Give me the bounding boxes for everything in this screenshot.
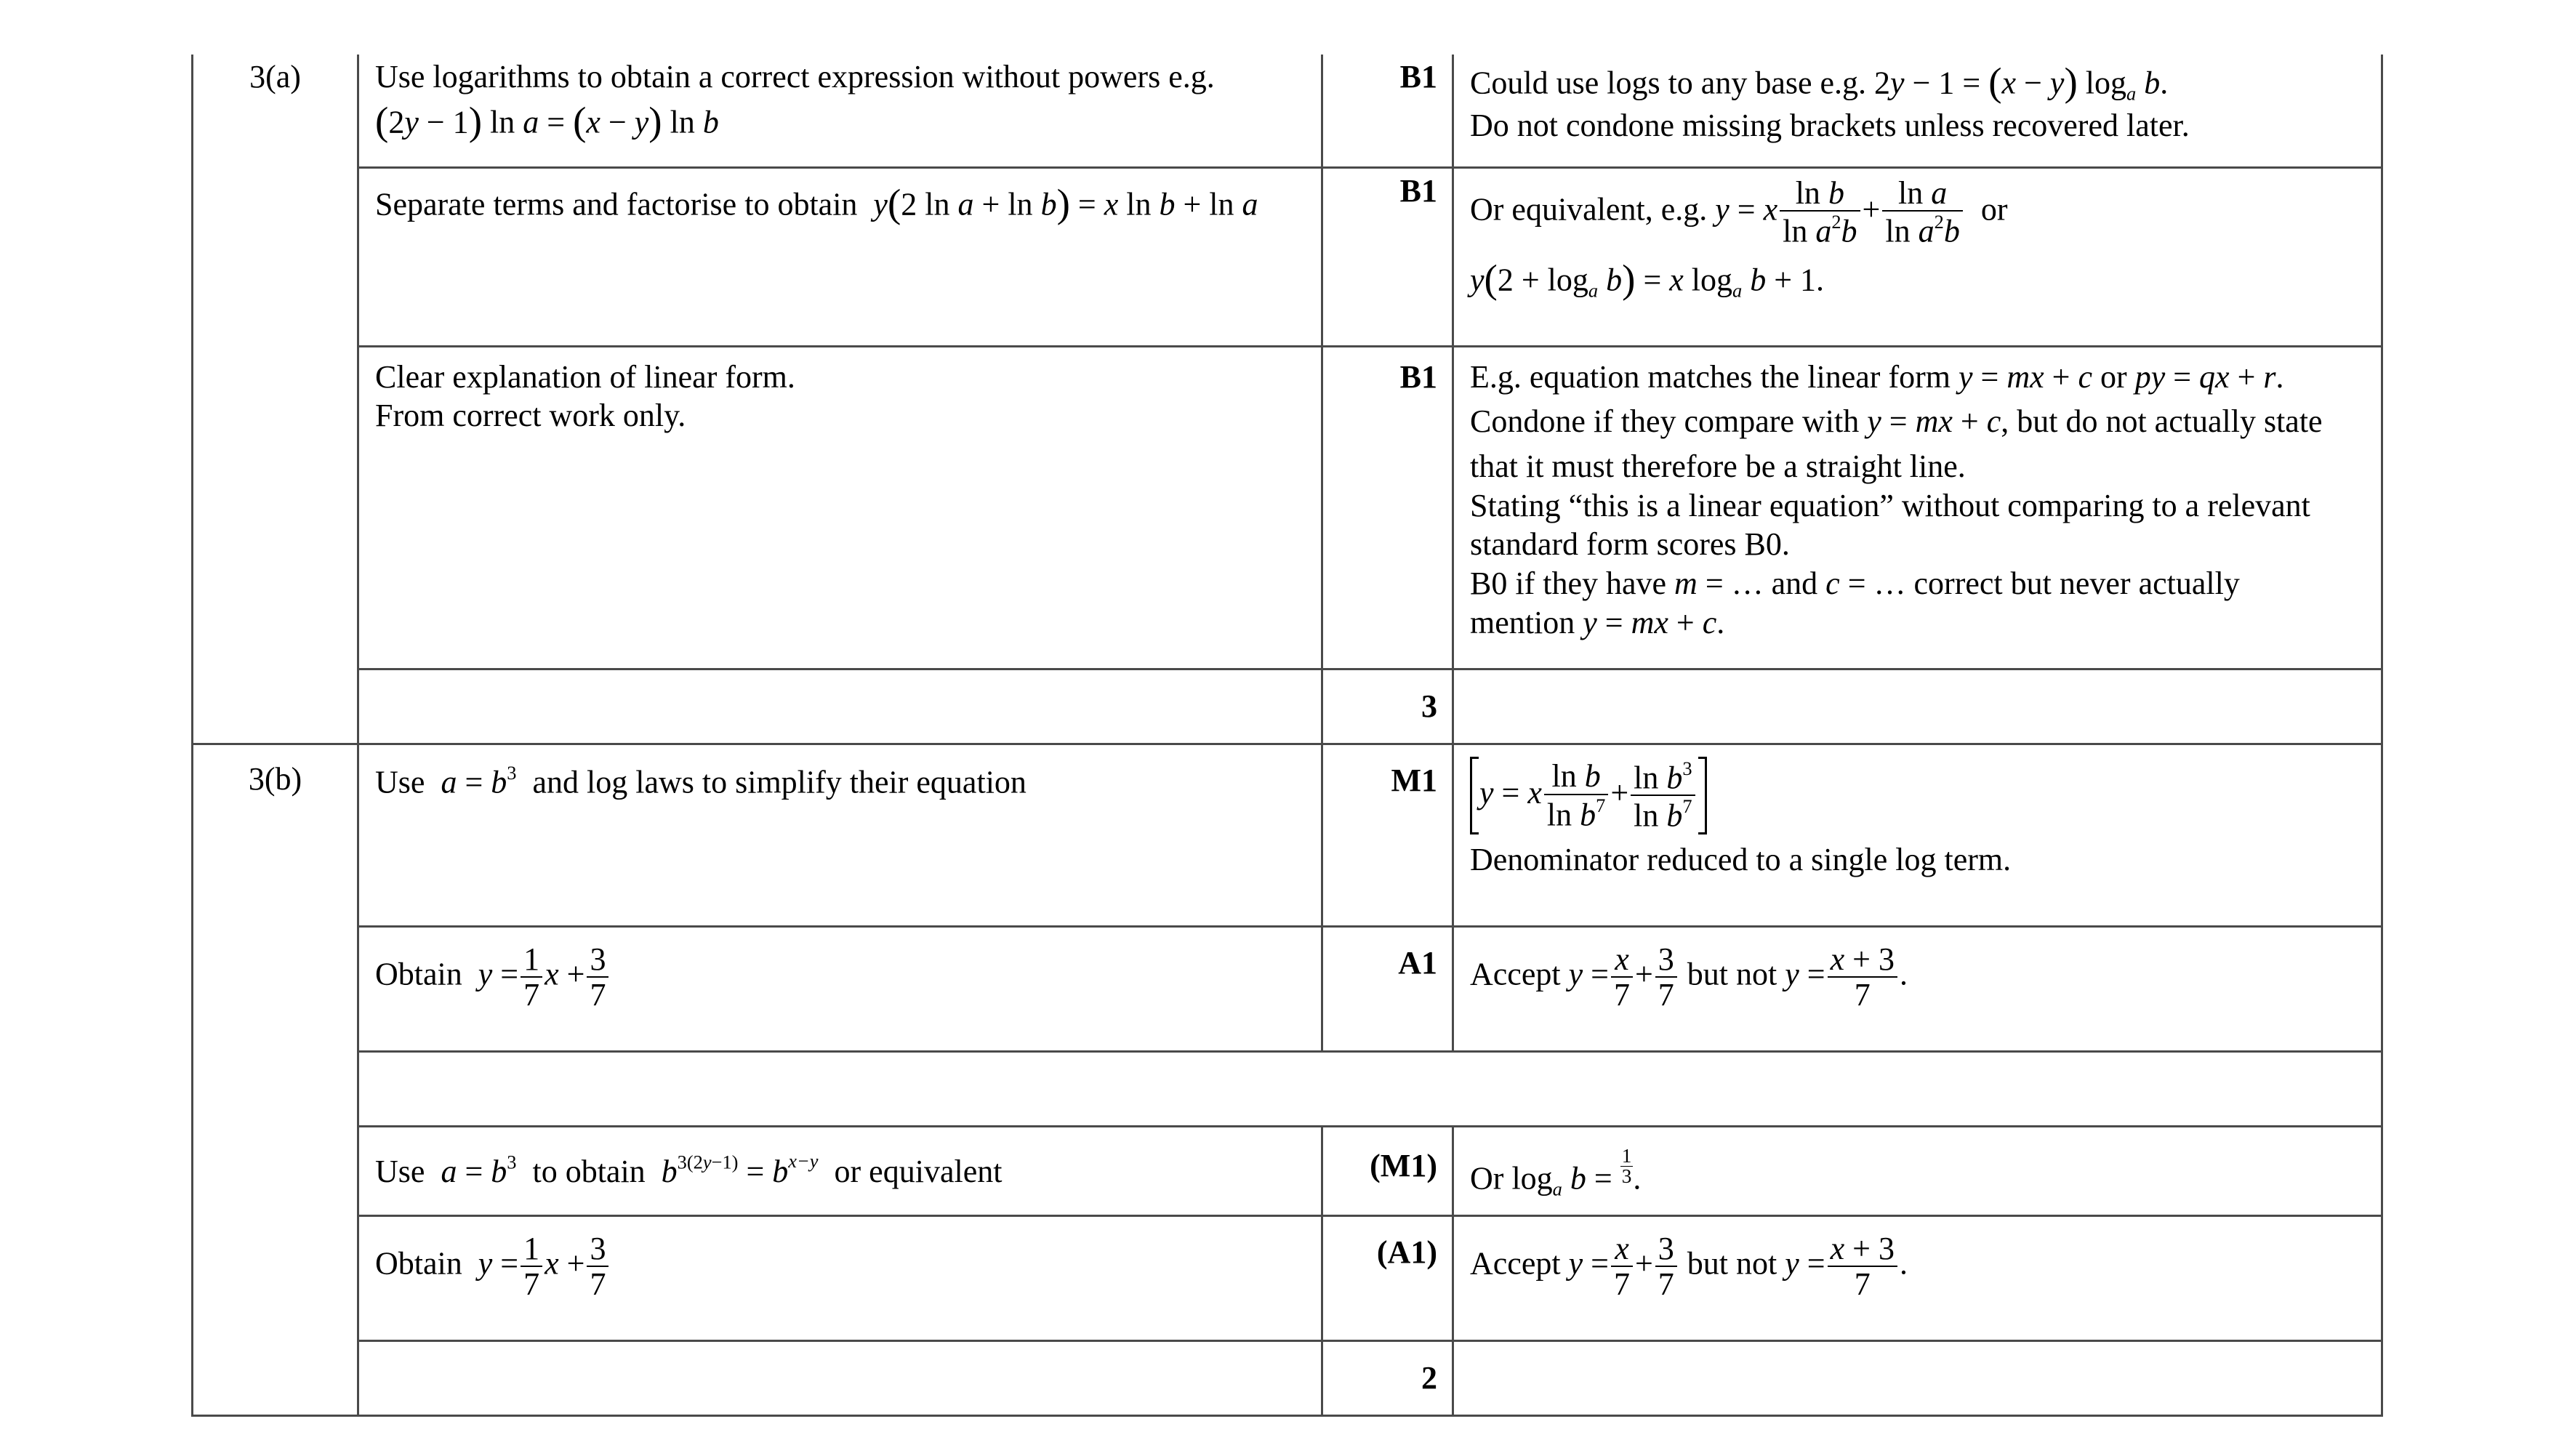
mark-code: A1 <box>1398 944 1437 981</box>
fraction: $\frac{3}{7}$ <box>1655 1231 1677 1302</box>
comment-text: = … correct but never actually <box>1847 565 2240 601</box>
comment-text: but not <box>1687 956 1777 992</box>
answer-line: Use $a = b^3$ to obtain $b^{3(2y-1)} = b^{x-y}$ or equivalent <box>375 1149 1003 1189</box>
scheme-row-alt-obtain <box>193 1215 2382 1340</box>
mark-cell <box>1322 167 1453 346</box>
answer-cell <box>358 1340 1322 1415</box>
scheme-row-3a-total <box>193 669 2382 744</box>
fraction: $\frac{\text{ln a}}{\ln a^2b}$ <box>1882 176 1962 249</box>
mark-cell <box>1322 744 1453 926</box>
answer-text: Clear explanation of linear form. <box>375 358 795 395</box>
answer-text: to obtain <box>532 1153 646 1189</box>
comment-text: , but do not actually state <box>2001 403 2323 440</box>
mark-code: B1 <box>1399 172 1437 209</box>
comment-text: Do not condone missing brackets unless recovered later. <box>1470 108 2190 144</box>
answer-cell <box>358 167 1322 346</box>
comment-cell <box>1453 1126 2382 1215</box>
fraction: $\frac{1}{7}$ <box>521 942 542 1013</box>
answer-line: Separate terms and factorise to obtain y(2 ln a + ln b) = x ln b + ln a <box>375 180 1258 225</box>
answer-text: Use <box>375 763 425 800</box>
scheme-row-3a-explanation <box>193 346 2382 669</box>
mark-cell <box>1322 1215 1453 1340</box>
comment-text: standard form scores B0. <box>1470 526 1790 563</box>
comment-text: Accept <box>1470 1245 1561 1282</box>
comment-text: B0 if they have <box>1470 565 1667 601</box>
comment-line: E.g. equation matches the linear form y = mx + c or py = qx + r. <box>1470 358 2284 395</box>
comment-expression: $y(2 + \log_a b) = x$ $\log_a b + 1$. <box>1470 257 1825 302</box>
fraction: $\frac{\ln b^3}{\ln b^7}$ <box>1631 758 1695 834</box>
scheme-row-alt-substitute <box>193 1126 2382 1215</box>
mark-cell <box>1322 55 1453 167</box>
mark-cell <box>1322 1126 1453 1215</box>
comment-expression <box>1470 757 2365 835</box>
question-label: 3(a) <box>249 59 301 94</box>
comment-line: Accept y = $\frac{x}{7}$ + $\frac{3}{7}$ but not y = $\frac{x + 3}{7}$ . <box>1470 1230 1908 1303</box>
answer-text: and log laws to simplify their equation <box>532 763 1027 800</box>
fraction: $\frac{x + 3}{7}$ <box>1828 1231 1897 1302</box>
total-mark: 3 <box>1421 688 1437 724</box>
answer-text: Obtain <box>375 956 462 992</box>
fraction: $\frac{1}{7}$ <box>521 1231 542 1302</box>
comment-cell <box>1453 744 2382 926</box>
question-cell-3a <box>193 55 358 744</box>
scheme-row-3b-obtain <box>193 926 2382 1051</box>
comment-line: Condone if they compare with y = mx + c, but do not actually state <box>1470 403 2323 440</box>
comment-text: that it must therefore be a straight line. <box>1470 448 1966 484</box>
answer-cell <box>358 669 1322 744</box>
comment-text: or <box>2100 358 2127 395</box>
fraction: $\frac{\text{ln b}}{\ln b^7}$ <box>1544 759 1608 832</box>
comment-text: Could use logs to any base e.g. <box>1470 65 1867 101</box>
answer-line: Use $a = b^3$ and log laws to simplify their equation <box>375 761 1027 800</box>
answer-text: Use logarithms to obtain a correct expression without powers e.g. <box>375 59 1215 94</box>
scheme-row-3b-total <box>193 1340 2382 1415</box>
mark-code: (A1) <box>1376 1234 1437 1270</box>
mark-code: B1 <box>1399 358 1437 395</box>
comment-text: Condone if they compare with <box>1470 403 1860 440</box>
comment-line: Or $\log_a b$ = $\frac{1}{3}$ . <box>1470 1144 1642 1200</box>
comment-cell <box>1453 669 2382 744</box>
answer-cell <box>358 346 1322 669</box>
answer-expression: (2y − 1) ln a = (x − y) ln b <box>375 98 719 143</box>
scheme-row-3b-substitute <box>193 744 2382 926</box>
comment-text: Or <box>1470 1159 1504 1196</box>
comment-text: or <box>1980 190 2008 227</box>
answer-text: From correct work only. <box>375 398 686 434</box>
answer-cell <box>358 926 1322 1051</box>
mark-cell <box>1322 346 1453 669</box>
question-label: 3(b) <box>248 760 302 797</box>
comment-text: = … and <box>1705 565 1818 601</box>
mark-cell <box>1322 926 1453 1051</box>
comment-cell <box>1453 167 2382 346</box>
comment-cell <box>1453 346 2382 669</box>
comment-line: mention y = mx + c. <box>1470 604 1725 640</box>
answer-line: Obtain y = $\frac{1}{7}$ x + $\frac{3}{7}$ <box>375 1231 1305 1302</box>
answer-line: Obtain y = $\frac{1}{7}$ x + $\frac{3}{7}$ <box>375 942 1305 1013</box>
answer-text: Use <box>375 1153 425 1189</box>
scheme-row-3a-factorise <box>193 167 2382 346</box>
total-mark: 2 <box>1421 1359 1437 1396</box>
fraction: $\frac{1}{3}$ <box>1621 1144 1632 1187</box>
comment-text: Stating “this is a linear equation” without comparing to a relevant <box>1470 487 2310 523</box>
comment-line: Accept y = $\frac{x}{7}$ + $\frac{3}{7}$ but not y = $\frac{x + 3}{7}$ . <box>1470 941 1908 1013</box>
answer-cell <box>358 744 1322 926</box>
fraction: $\frac{x + 3}{7}$ <box>1828 942 1897 1013</box>
comment-text: E.g. equation matches the linear form <box>1470 358 1951 395</box>
comment-text: mention <box>1470 604 1575 640</box>
mark-code: B1 <box>1399 59 1437 94</box>
comment-cell <box>1453 55 2382 167</box>
answer-cell <box>358 1215 1322 1340</box>
comment-cell <box>1453 1215 2382 1340</box>
answer-text: or equivalent <box>834 1153 1003 1189</box>
comment-text: Denominator reduced to a single log term. <box>1470 842 2012 878</box>
comment-line: Or equivalent, e.g. y = x $\frac{\text{ln b}}{\ln a^2b}$ + $\frac{\text{ln a}}{\ln a^2b}$ or <box>1470 174 2008 249</box>
total-mark-cell <box>1322 669 1453 744</box>
comment-text: but not <box>1687 1245 1777 1282</box>
mark-code: M1 <box>1391 762 1437 798</box>
comment-line: Could use logs to any base e.g. 2y − 1 = (x − y) $\log_a b$. <box>1470 60 2169 105</box>
fraction: $\frac{x}{7}$ <box>1611 942 1633 1013</box>
mark-code: (M1) <box>1370 1147 1437 1183</box>
fraction: $\frac{x}{7}$ <box>1611 1231 1633 1302</box>
comment-text: Accept <box>1470 956 1561 992</box>
answer-cell <box>358 1126 1322 1215</box>
comment-cell <box>1453 1340 2382 1415</box>
alternative-method-heading <box>358 1051 2382 1126</box>
total-mark-cell <box>1322 1340 1453 1415</box>
scheme-row-alt-heading <box>193 1051 2382 1126</box>
fraction: $\frac{3}{7}$ <box>587 942 608 1013</box>
question-cell-3b <box>193 744 358 1415</box>
comment-text: Or equivalent, e.g. <box>1470 190 1708 227</box>
fraction: $\frac{3}{7}$ <box>587 1231 608 1302</box>
fraction: $\frac{\text{ln b}}{\ln a^2b}$ <box>1780 176 1860 249</box>
fraction: $\frac{3}{7}$ <box>1655 942 1677 1013</box>
square-bracket: y = x $\frac{\text{ln b}}{\ln b^7}$ + $\frac{\ln b^3}{\ln b^7}$ <box>1470 757 1707 835</box>
comment-cell <box>1453 926 2382 1051</box>
comment-line: B0 if they have m = … and c = … correct but never actually <box>1470 565 2240 601</box>
mark-scheme-table <box>191 55 2383 1417</box>
scheme-row-3a-logs <box>193 55 2382 167</box>
answer-text: Separate terms and factorise to obtain <box>375 185 858 222</box>
answer-cell <box>358 55 1322 167</box>
answer-text: Obtain <box>375 1245 462 1282</box>
